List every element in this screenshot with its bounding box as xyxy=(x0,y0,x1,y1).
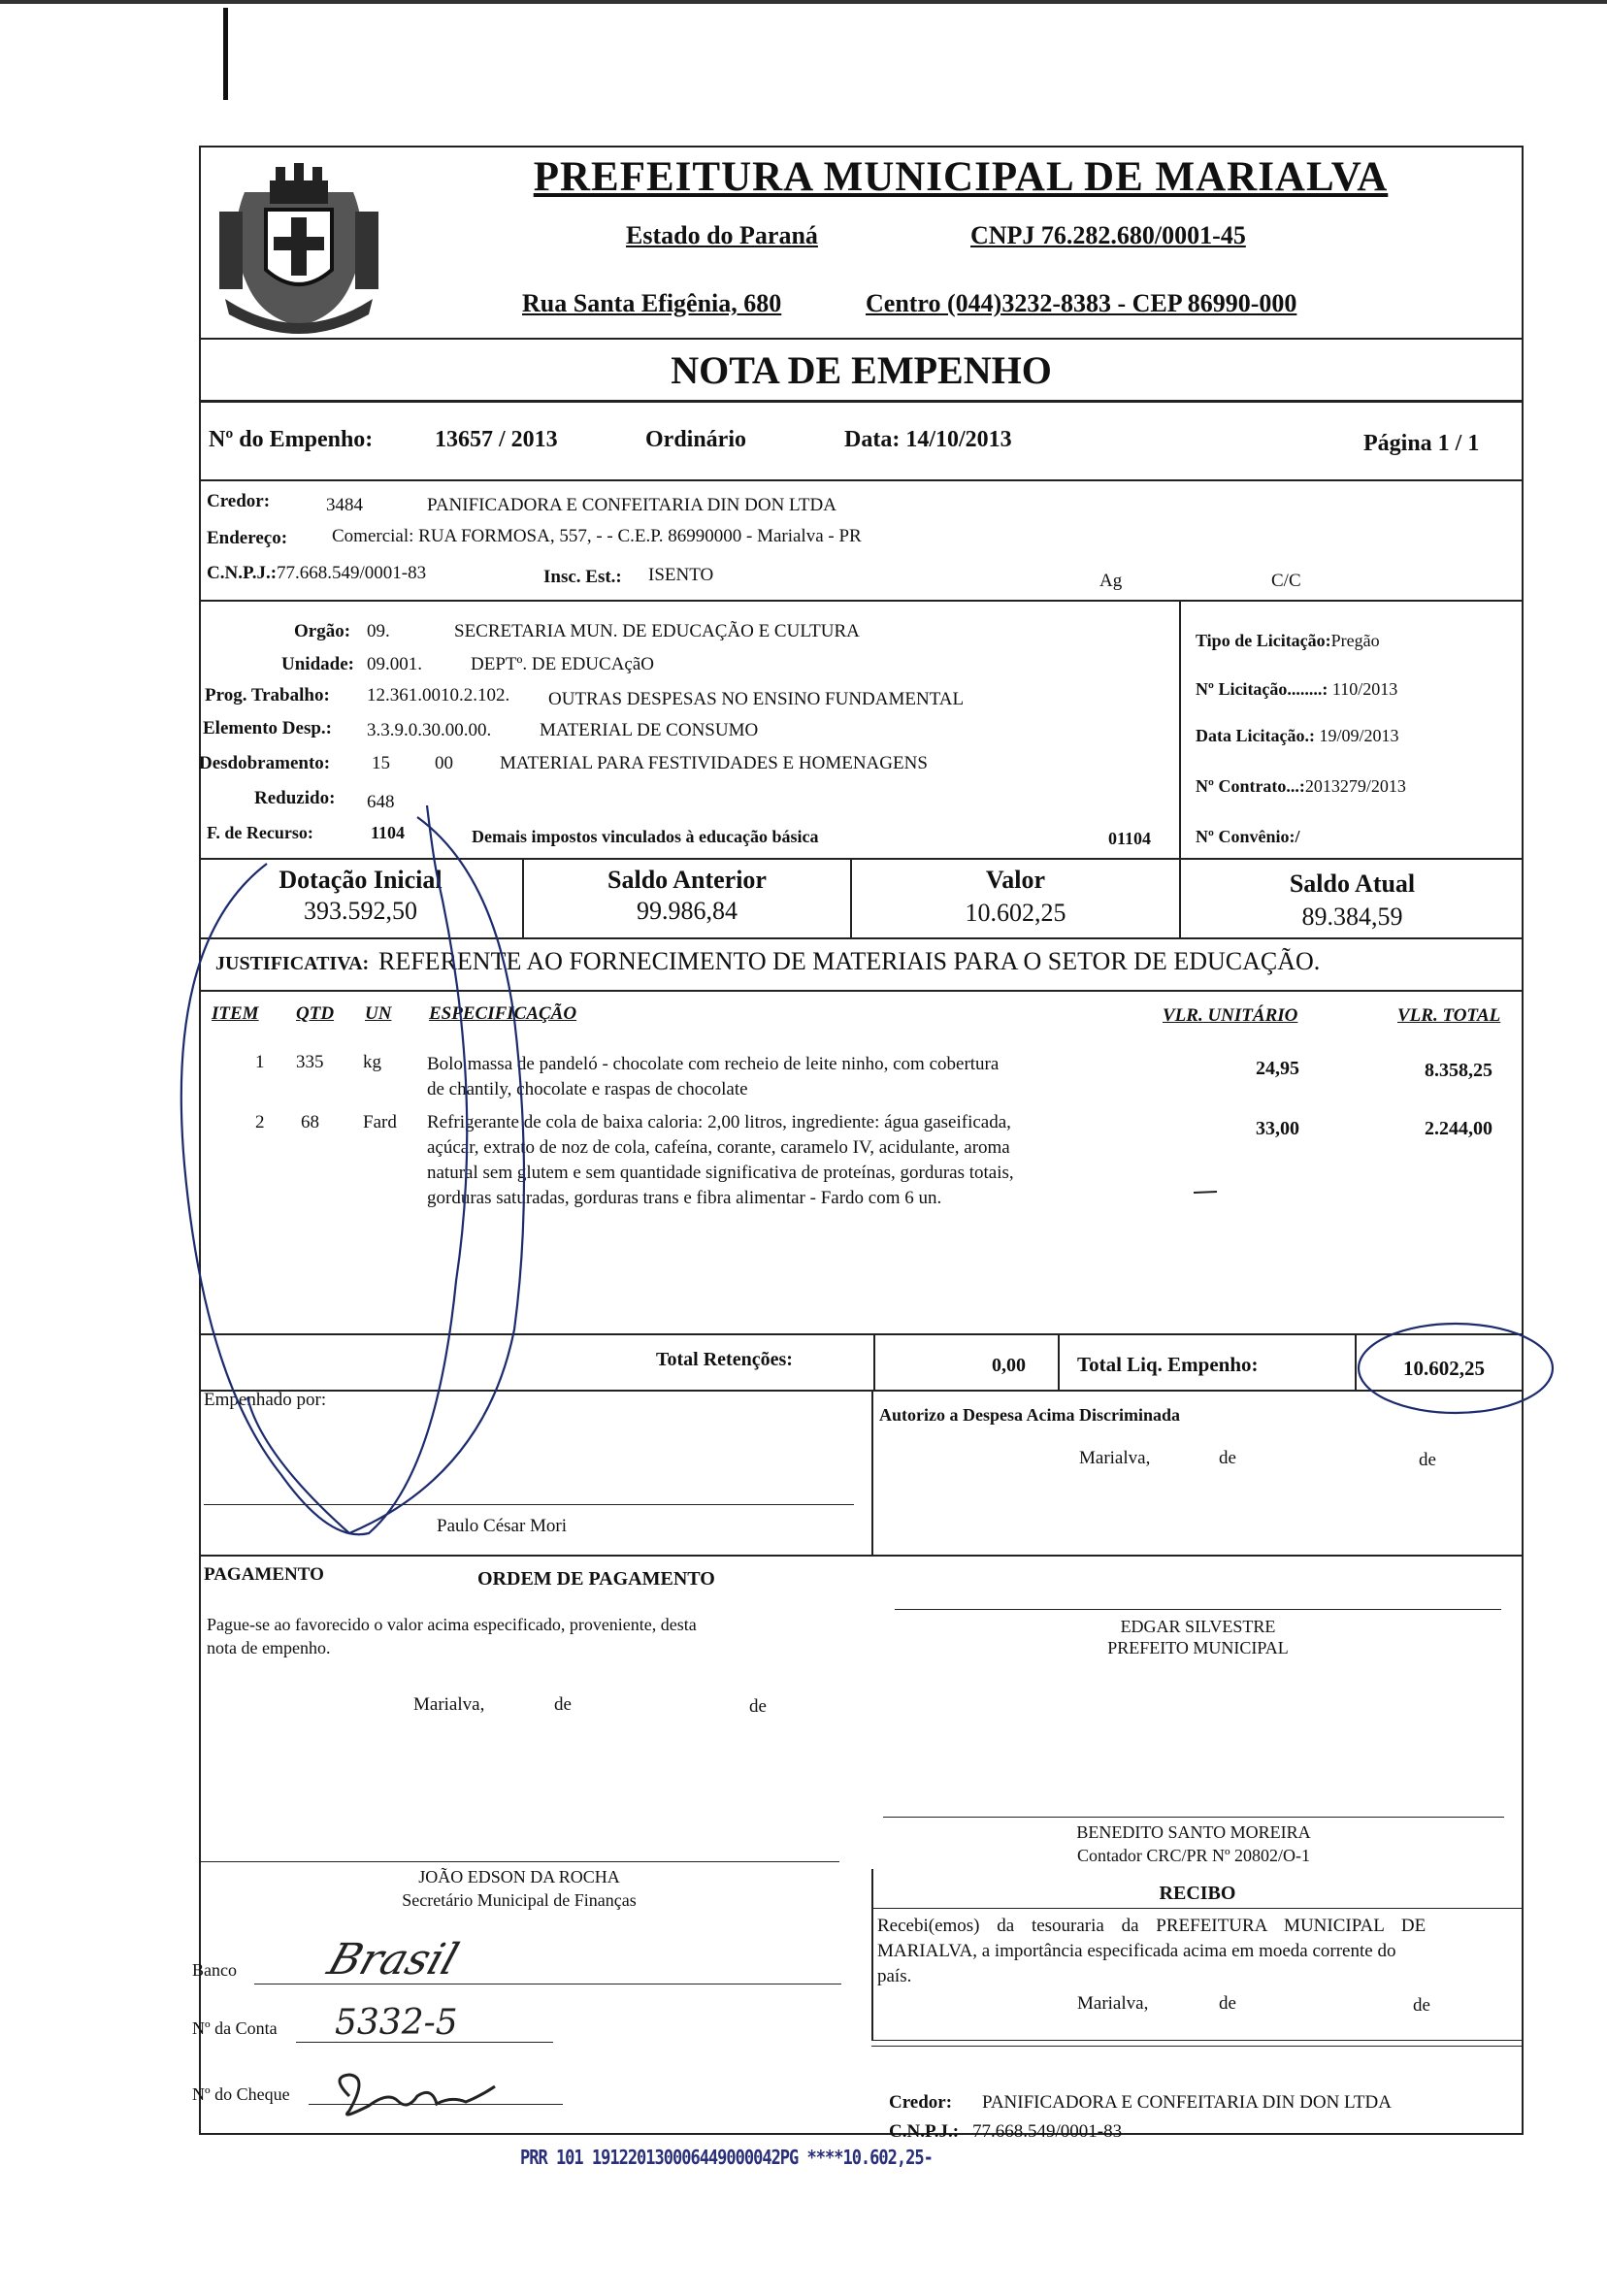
convenio-label: Nº Convênio:/ xyxy=(1196,827,1300,846)
municipality-address: Rua Santa Efigênia, 680 xyxy=(522,289,782,317)
recurso-desc: Demais impostos vinculados à educação básica xyxy=(472,827,819,846)
pagamento-label: PAGAMENTO xyxy=(204,1564,324,1585)
autorizo-de-1: de xyxy=(1219,1448,1236,1468)
col-un: UN xyxy=(365,1003,392,1024)
orgao-code: 09. xyxy=(367,621,390,641)
elemento-code: 3.3.9.0.30.00.00. xyxy=(367,720,492,740)
municipality-cnpj: CNPJ 76.282.680/0001-45 xyxy=(970,221,1246,249)
autorizo-de-2: de xyxy=(1419,1450,1436,1470)
justificativa-label: JUSTIFICATIVA: xyxy=(215,953,370,974)
recibo-text-3: país. xyxy=(877,1966,912,1986)
recibo-place: Marialva, xyxy=(1077,1993,1149,2014)
prog-label: Prog. Trabalho: xyxy=(205,685,330,705)
credor-name: PANIFICADORA E CONFEITARIA DIN DON LTDA xyxy=(427,495,836,515)
total-retencoes-label: Total Retenções: xyxy=(656,1349,793,1370)
secretario-name: JOÃO EDSON DA ROCHA xyxy=(418,1867,620,1886)
item-2-number: 2 xyxy=(255,1112,265,1132)
prefeito-name: EDGAR SILVESTRE xyxy=(1120,1617,1276,1636)
data-licitacao-label: Data Licitação.: 19/09/2013 xyxy=(1196,726,1399,745)
saldo-atual-value: 89.384,59 xyxy=(1301,902,1403,931)
contador-title: Contador CRC/PR Nº 20802/O-1 xyxy=(1076,1846,1311,1865)
insc-label: Insc. Est.: xyxy=(543,567,622,587)
recibo-de-1: de xyxy=(1219,1993,1236,2014)
desdobramento-label: Desdobramento: xyxy=(199,753,331,773)
item-1-unit-value: 24,95 xyxy=(1256,1058,1299,1079)
item-2-un: Fard xyxy=(363,1112,397,1132)
item-1-un: kg xyxy=(363,1052,381,1072)
recurso-code: 1104 xyxy=(371,823,406,842)
item-2-desc-3: natural sem glutem e sem quantidade significativa de proteínas, gorduras totais, xyxy=(427,1163,1014,1183)
orgao-desc: SECRETARIA MUN. DE EDUCAÇÃO E CULTURA xyxy=(454,621,860,641)
item-2-desc-1: Refrigerante de cola de baixa caloria: 2,00 litros, ingrediente: água gaseificada, xyxy=(427,1112,1011,1132)
empenhado-por-label: Empenhado por: xyxy=(204,1390,327,1410)
recibo-credor-label: Credor: xyxy=(889,2092,953,2113)
credor-address-label: Endereço: xyxy=(207,528,288,548)
state-name: Estado do Paraná xyxy=(626,221,818,249)
valor-value: 10.602,25 xyxy=(965,899,1066,927)
pagamento-de-2: de xyxy=(749,1696,767,1717)
contrato-label: Nº Contrato...:2013279/2013 xyxy=(1196,776,1406,796)
item-1-qtd: 335 xyxy=(296,1052,324,1072)
desdobramento-code: 15 xyxy=(372,753,390,773)
item-2-qtd: 68 xyxy=(301,1112,319,1132)
recibo-credor-name: PANIFICADORA E CONFEITARIA DIN DON LTDA xyxy=(982,2092,1392,2113)
empenhado-por-name: Paulo César Mori xyxy=(437,1516,568,1536)
recibo-cnpj-label: C.N.P.J.: xyxy=(889,2121,960,2142)
saldo-anterior-label: Saldo Anterior xyxy=(607,866,767,894)
pen-circle-total xyxy=(1339,1291,1562,1427)
recurso-code-right: 01104 xyxy=(1108,829,1152,848)
saldo-atual-label: Saldo Atual xyxy=(1289,869,1416,898)
num-licitacao-label: Nº Licitação........: 110/2013 xyxy=(1196,679,1398,699)
reduzido-value: 648 xyxy=(367,792,395,812)
secretario-title: Secretário Municipal de Finanças xyxy=(402,1890,637,1910)
total-liquido-value: 10.602,25 xyxy=(1403,1357,1485,1380)
banco-handwritten: Brasil xyxy=(321,1935,465,1984)
empenho-date: Data: 14/10/2013 xyxy=(844,427,1012,452)
item-1-total-value: 8.358,25 xyxy=(1425,1060,1492,1081)
elemento-label: Elemento Desp.: xyxy=(203,718,332,738)
justificativa-text: REFERENTE AO FORNECIMENTO DE MATERIAIS PARA O SETOR DE EDUCAÇÃO. xyxy=(378,947,1321,975)
desdobramento-code2: 00 xyxy=(435,753,453,773)
credor-label: Credor: xyxy=(207,491,271,511)
desdobramento-desc: MATERIAL PARA FESTIVIDADES E HOMENAGENS xyxy=(500,753,928,773)
item-1-desc-1: Bolo massa de pandeló - chocolate com recheio de leite ninho, com cobertura xyxy=(427,1054,1000,1074)
insc-value: ISENTO xyxy=(648,565,714,585)
prog-desc: OUTRAS DESPESAS NO ENSINO FUNDAMENTAL xyxy=(548,689,965,709)
prefeito-title: PREFEITO MUNICIPAL xyxy=(1107,1638,1289,1657)
tipo-licitacao-label: Tipo de Licitação:Pregão xyxy=(1196,631,1380,650)
autorizo-place: Marialva, xyxy=(1079,1448,1151,1468)
recurso-label: F. de Recurso: xyxy=(207,823,313,842)
recibo-text-2: MARIALVA, a importância especificada acima em moeda corrente do xyxy=(877,1941,1396,1961)
municipality-title: PREFEITURA MUNICIPAL DE MARIALVA xyxy=(533,154,1389,200)
item-2-desc-4: gorduras saturadas, gorduras trans e fibra alimentar - Fardo com 6 un. xyxy=(427,1188,942,1208)
credor-cnpj-label: C.N.P.J.: xyxy=(207,563,278,583)
unidade-desc: DEPTº. DE EDUCAçãO xyxy=(471,654,654,674)
saldo-anterior-value: 99.986,84 xyxy=(637,897,738,925)
banco-label: Banco xyxy=(192,1960,237,1980)
document-title: NOTA DE EMPENHO xyxy=(671,348,1052,392)
agency-label: Ag xyxy=(1099,571,1123,591)
cheque-signature-icon xyxy=(320,2067,514,2125)
item-2-unit-value: 33,00 xyxy=(1256,1118,1299,1139)
orgao-label: Orgão: xyxy=(294,621,351,641)
coat-of-arms-logo xyxy=(206,153,392,338)
cheque-label: Nº do Cheque xyxy=(192,2084,290,2104)
item-2-desc-2: açúcar, extrato de noz de cola, cafeína, corante, caramelo IV, acidulante, aroma xyxy=(427,1137,1010,1158)
contador-name: BENEDITO SANTO MOREIRA xyxy=(1076,1822,1311,1842)
empenho-label: Nº do Empenho: xyxy=(209,427,374,452)
scan-top-edge xyxy=(0,0,1607,4)
page-number: Página 1 / 1 xyxy=(1363,431,1480,456)
pen-loop-annotation xyxy=(146,796,650,1562)
total-liquido-label: Total Liq. Empenho: xyxy=(1077,1353,1259,1376)
total-retencoes-value: 0,00 xyxy=(992,1355,1026,1376)
unidade-code: 09.001. xyxy=(367,654,422,674)
col-qtd: QTD xyxy=(296,1003,335,1024)
reduzido-label: Reduzido: xyxy=(254,788,336,808)
credor-address: Comercial: RUA FORMOSA, 557, - - C.E.P. 86990000 - Marialva - PR xyxy=(332,526,862,546)
conta-label: Nº da Conta xyxy=(192,2018,278,2038)
empenho-type: Ordinário xyxy=(645,427,747,452)
scan-mark xyxy=(223,8,228,100)
item-1-number: 1 xyxy=(255,1052,265,1072)
dotacao-label: Dotação Inicial xyxy=(279,866,443,894)
ordem-pagamento-label: ORDEM DE PAGAMENTO xyxy=(477,1568,715,1590)
item-2-total-value: 2.244,00 xyxy=(1425,1118,1492,1139)
col-vlr-unitario: VLR. UNITÁRIO xyxy=(1163,1005,1298,1026)
pagamento-text-2: nota de empenho. xyxy=(207,1638,331,1657)
recibo-cnpj: 77.668.549/0001-83 xyxy=(972,2121,1123,2142)
autorizo-text: Autorizo a Despesa Acima Discriminada xyxy=(879,1405,1180,1425)
pagamento-text-1: Pague-se ao favorecido o valor acima especificado, proveniente, desta xyxy=(207,1615,697,1634)
elemento-desc: MATERIAL DE CONSUMO xyxy=(540,720,759,740)
dotacao-value: 393.592,50 xyxy=(304,897,417,925)
col-vlr-total: VLR. TOTAL xyxy=(1397,1005,1501,1026)
item-1-desc-2: de chantily, chocolate e raspas de chocolate xyxy=(427,1079,748,1099)
credor-code: 3484 xyxy=(326,495,363,515)
pen-dash-mark xyxy=(1192,1188,1221,1197)
unidade-label: Unidade: xyxy=(281,654,354,674)
recibo-title: RECIBO xyxy=(1159,1883,1236,1904)
conta-handwritten: 5332-5 xyxy=(335,2003,458,2043)
empenho-number: 13657 / 2013 xyxy=(435,427,558,452)
credor-cnpj: 77.668.549/0001-83 xyxy=(277,563,427,583)
account-label: C/C xyxy=(1271,571,1301,591)
prog-code: 12.361.0010.2.102. xyxy=(367,685,510,705)
authentication-stamp: PRR 101 191220130006449000042PG ****10.602,25- xyxy=(520,2147,933,2170)
municipality-contact: Centro (044)3232-8383 - CEP 86990-000 xyxy=(866,289,1297,317)
pagamento-place: Marialva, xyxy=(413,1694,485,1715)
recibo-text-1: Recebi(emos) da tesouraria da PREFEITURA MUNICIPAL DE xyxy=(877,1916,1427,1936)
valor-label: Valor xyxy=(985,866,1046,894)
col-item: ITEM xyxy=(212,1003,259,1024)
col-especificacao: ESPECIFICAÇÃO xyxy=(429,1003,577,1024)
pagamento-de-1: de xyxy=(554,1694,572,1715)
recibo-de-2: de xyxy=(1413,1995,1430,2016)
